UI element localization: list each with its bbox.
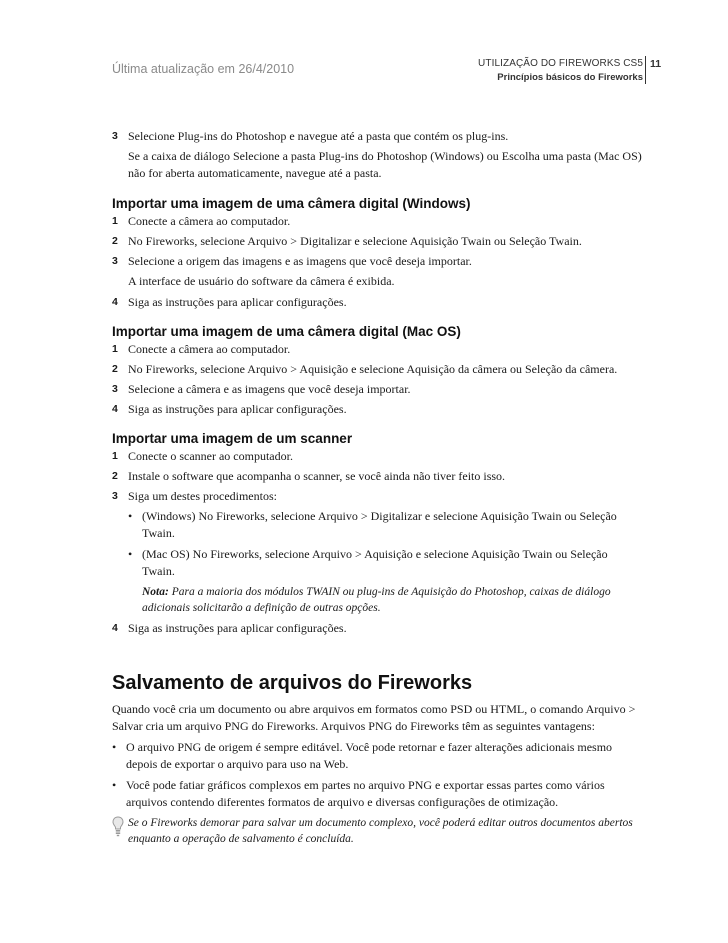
chapter-heading-saving: Salvamento de arquivos do Fireworks — [112, 672, 473, 694]
note: Nota: Para a maioria dos módulos TWAIN ou plug-ins de Aquisição do Photoshop, caixas de diálogo adicionais solicitarão a definição de outras opções. — [142, 586, 611, 614]
running-header — [478, 58, 643, 83]
step-item: 4 Siga as instruções para aplicar configurações. — [112, 295, 347, 309]
book-title: UTILIZAÇÃO DO FIREWORKS CS5 — [478, 58, 643, 69]
step-item: 3 Selecione Plug-ins do Photoshop e navegue até a pasta que contém os plug-ins. — [112, 129, 509, 143]
bullet-item: • (Mac OS) No Fireworks, selecione Arquivo > Aquisição e selecione Aquisição Twain ou Seleção Twain. — [128, 547, 608, 578]
step-item: 1 Conecte o scanner ao computador. — [112, 449, 293, 463]
paragraph: Quando você cria um documento ou abre arquivos em formatos como PSD ou HTML, o comando Arquivo > Salvar cria um arquivo PNG do Fireworks. Arquivos PNG do Fireworks têm as seguintes vantagens: — [112, 702, 636, 733]
step-item: 4 Siga as instruções para aplicar configurações. — [112, 402, 347, 416]
step-item: 3 Siga um destes procedimentos: — [112, 489, 277, 503]
header-divider — [645, 56, 646, 84]
bullet-item: • O arquivo PNG de origem é sempre editável. Você pode retornar e fazer alterações adicionais mesmo depois de exportar o arquivo para uso na Web. — [112, 740, 613, 771]
step-item: 3 Selecione a câmera e as imagens que você deseja importar. — [112, 382, 411, 396]
step-item: 2 No Fireworks, selecione Arquivo > Digitalizar e selecione Aquisição Twain ou Seleção Twain. — [112, 234, 582, 248]
chapter-title: Princípios básicos do Fireworks — [497, 72, 643, 83]
step-item: 2 Instale o software que acompanha o scanner, se você ainda não tiver feito isso. — [112, 469, 506, 483]
section-heading-camera-mac: Importar uma imagem de uma câmera digital (Mac OS) — [112, 324, 461, 339]
step-item: 3 Selecione a origem das imagens e as imagens que você deseja importar. — [112, 254, 472, 268]
bullet-item: • Você pode fatiar gráficos complexos em partes no arquivo PNG e exportar essas partes como vários arquivos contendo diferentes formatos de arquivo e diversas configurações de otimização. — [112, 778, 605, 809]
note-label: Nota: — [142, 586, 169, 598]
page-number: 11 — [650, 58, 662, 70]
last-updated: Última atualização em 26/4/2010 — [112, 62, 295, 76]
step-detail: A interface de usuário do software da câmera é exibida. — [128, 274, 395, 288]
step-item: 4 Siga as instruções para aplicar configurações. — [112, 621, 347, 635]
step-item: 1 Conecte a câmera ao computador. — [112, 214, 291, 228]
lightbulb-icon — [112, 816, 124, 838]
section-heading-scanner: Importar uma imagem de um scanner — [112, 431, 353, 446]
step-detail: Se a caixa de diálogo Selecione a pasta Plug-ins do Photoshop (Windows) ou Escolha uma pasta (Mac OS) não for aberta automaticamente, navegue até a pasta. — [128, 149, 642, 180]
step-item: 2 No Fireworks, selecione Arquivo > Aquisição e selecione Aquisição da câmera ou Seleção da câmera. — [112, 362, 618, 376]
page-body — [112, 128, 642, 847]
step-item: 1 Conecte a câmera ao computador. — [112, 342, 291, 356]
section-heading-camera-windows: Importar uma imagem de uma câmera digital (Windows) — [112, 196, 471, 211]
tip: Se o Fireworks demorar para salvar um documento complexo, você poderá editar outros documentos abertos enquanto a operação de salvamento é concluída. — [112, 815, 642, 847]
bullet-item: • (Windows) No Fireworks, selecione Arquivo > Digitalizar e selecione Aquisição Twain ou Seleção Twain. — [128, 509, 617, 540]
